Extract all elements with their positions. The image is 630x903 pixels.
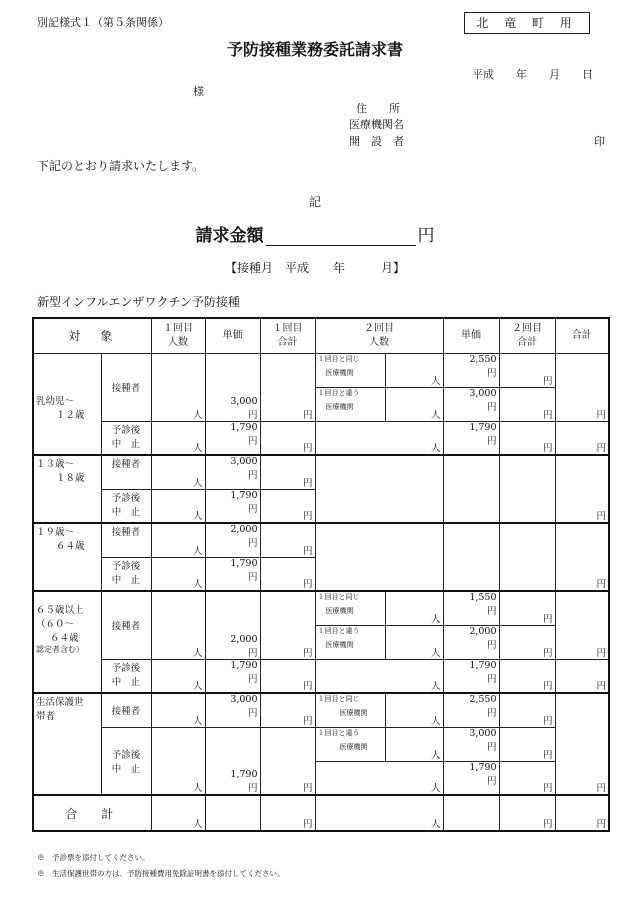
- blank-cell: [443, 455, 499, 523]
- first-total-cell[interactable]: 円: [260, 557, 315, 591]
- unit-price-cell: 2,000 円: [443, 625, 499, 659]
- blank-cell: [499, 455, 555, 523]
- second-total-sum[interactable]: 円: [499, 795, 555, 831]
- first-total-sum[interactable]: 円: [260, 795, 315, 831]
- unit-price-cell: 1,550 円: [443, 591, 499, 625]
- request-text: 下記のとおり請求いたします。: [37, 159, 205, 173]
- section-title: 新型インフルエンザワクチン予防接種: [37, 295, 240, 309]
- unit-price-cell: 3,000 円: [205, 455, 260, 489]
- col-unit-price-2: 単価: [443, 318, 499, 353]
- unit-price-cell: 1,790 円: [443, 659, 499, 693]
- ki-heading: 記: [308, 195, 321, 209]
- unit-price-cell: 1,790 円: [205, 421, 260, 455]
- col-total: 合計: [555, 318, 609, 353]
- document-title: 予防接種業務委託請求書: [226, 40, 403, 59]
- unit-price-cell: 3,000 円: [443, 387, 499, 421]
- date-line: 平成 年 月 日: [472, 68, 593, 81]
- first-total-cell[interactable]: 円: [260, 693, 315, 727]
- second-total-cell[interactable]: 円: [499, 693, 555, 727]
- unit-price-cell: 2,000 円: [205, 523, 260, 557]
- note-1: ※ 予診票を添付してください。: [37, 853, 150, 862]
- second-count-cell[interactable]: 人: [315, 421, 443, 455]
- second-count-cell[interactable]: 人: [385, 591, 443, 625]
- amount-yen: 円: [417, 226, 435, 246]
- second-count-cell[interactable]: 人: [315, 659, 443, 693]
- group-label-adult: １９歳～ ６４歳: [33, 523, 101, 591]
- total-label: 合 計: [33, 795, 151, 831]
- first-total-cell[interactable]: 円: [260, 659, 315, 693]
- unit-price-cell: 1,790 円: [205, 727, 260, 795]
- first-total-cell[interactable]: 円: [260, 455, 315, 489]
- first-count-cell[interactable]: 人: [151, 659, 205, 693]
- second-total-cell[interactable]: 円: [499, 659, 555, 693]
- same-institution-label: １回目と同じ 医療機関: [315, 591, 385, 625]
- table-row: [33, 455, 609, 489]
- town-box: 北 竜 町 用: [464, 12, 590, 34]
- first-count-cell[interactable]: 人: [151, 489, 205, 523]
- same-institution-label: １回目と同じ 医療機関: [315, 353, 385, 387]
- second-count-cell[interactable]: 人: [385, 693, 443, 727]
- total-row: [33, 795, 609, 831]
- unit-price-cell: 2,550 円: [443, 353, 499, 387]
- col-first-total: １回目 合計: [260, 318, 315, 353]
- unit-price-cell: 3,000 円: [205, 693, 260, 727]
- first-total-cell[interactable]: 円: [260, 591, 315, 659]
- col-unit-price: 単価: [205, 318, 260, 353]
- address-label: 住 所: [356, 102, 400, 115]
- unit-price-cell: 2,550 円: [443, 693, 499, 727]
- unit-price-cell: 2,000 円: [205, 591, 260, 659]
- form-id: 別記様式１（第５条関係）: [37, 16, 169, 29]
- blank-cell: [499, 523, 555, 591]
- diff-institution-label: １回目と違う 医療機関: [315, 727, 385, 761]
- vaccinee-label: 接種者: [101, 455, 151, 489]
- total-cell[interactable]: 円: [555, 421, 609, 455]
- note-2: ※ 生活保護世帯の方は、予防接種費用免除証明書を添付してください。: [37, 869, 285, 878]
- blank-cell: [443, 523, 499, 591]
- first-total-cell[interactable]: 円: [260, 353, 315, 421]
- total-cell[interactable]: 円: [555, 353, 609, 421]
- pre-exam-label: 予診後 中 止: [101, 557, 151, 591]
- col-target: 対 象: [33, 318, 151, 353]
- unit-price-cell: 3,000 円: [443, 727, 499, 761]
- blank-cell: [315, 523, 443, 591]
- second-count-cell[interactable]: 人: [315, 761, 443, 795]
- amount-label: 請求金額: [195, 226, 264, 246]
- total-cell[interactable]: 円: [555, 591, 609, 659]
- blank-cell: [443, 795, 499, 831]
- diff-institution-label: １回目と違う 医療機関: [315, 387, 385, 421]
- first-count-cell[interactable]: 人: [151, 557, 205, 591]
- unit-price-cell: 3,000 円: [205, 353, 260, 421]
- second-count-total[interactable]: 人: [315, 795, 443, 831]
- vaccinee-label: 接種者: [101, 693, 151, 727]
- second-total-cell[interactable]: 円: [499, 625, 555, 659]
- group-label-infant: 乳幼児～ １２歳: [33, 353, 101, 455]
- second-total-cell[interactable]: 円: [499, 421, 555, 455]
- first-count-cell[interactable]: 人: [151, 353, 205, 421]
- total-cell[interactable]: 円: [555, 659, 609, 693]
- col-second-total: ２回目 合計: [499, 318, 555, 353]
- first-count-cell[interactable]: 人: [151, 727, 205, 795]
- pre-exam-label: 予診後 中 止: [101, 421, 151, 455]
- blank-cell: [315, 455, 443, 523]
- second-count-cell[interactable]: 人: [385, 625, 443, 659]
- first-total-cell[interactable]: 円: [260, 421, 315, 455]
- first-count-total[interactable]: 人: [151, 795, 205, 831]
- total-cell[interactable]: 円: [555, 523, 609, 591]
- vaccinee-label: 接種者: [101, 523, 151, 557]
- col-first-count: １回目 人数: [151, 318, 205, 353]
- unit-price-cell: 1,790 円: [205, 557, 260, 591]
- first-count-cell[interactable]: 人: [151, 455, 205, 489]
- group-label-welfare: 生活保護世 帯者: [33, 693, 101, 795]
- first-count-cell[interactable]: 人: [151, 591, 205, 659]
- second-total-cell[interactable]: 円: [499, 591, 555, 625]
- second-total-cell[interactable]: 円: [499, 761, 555, 795]
- vaccinee-label: 接種者: [101, 353, 151, 421]
- first-count-cell[interactable]: 人: [151, 523, 205, 557]
- second-total-cell[interactable]: 円: [499, 353, 555, 387]
- diff-institution-label: １回目と違う 医療機関: [315, 625, 385, 659]
- first-total-cell[interactable]: 円: [260, 489, 315, 523]
- group-label-teen: １３歳～ １８歳: [33, 455, 101, 523]
- first-total-cell[interactable]: 円: [260, 727, 315, 795]
- second-count-cell[interactable]: 人: [385, 387, 443, 421]
- table-row: [33, 421, 609, 455]
- amount-blank[interactable]: [266, 229, 416, 246]
- table-row: [33, 693, 609, 727]
- founder-label: 開 設 者: [349, 135, 404, 148]
- billing-table: [32, 317, 610, 832]
- table-row: [33, 659, 609, 693]
- unit-price-cell: 1,790 円: [443, 761, 499, 795]
- unit-price-cell: 1,790 円: [205, 489, 260, 523]
- unit-price-cell: 1,790 円: [443, 421, 499, 455]
- addressee-suffix: 様: [193, 85, 204, 98]
- same-institution-label: １回目と同じ 医療機関: [315, 693, 385, 727]
- vaccinee-label: 接種者: [101, 591, 151, 659]
- second-count-cell[interactable]: 人: [385, 727, 443, 761]
- seal-mark: 印: [594, 135, 605, 148]
- total-cell[interactable]: 円: [555, 693, 609, 795]
- group-label-senior: ６５歳以上 （６０～ ６４歳 認定者含む）: [33, 591, 101, 693]
- second-total-cell[interactable]: 円: [499, 387, 555, 421]
- table-row: [33, 523, 609, 557]
- amount-line: [0, 221, 630, 246]
- pre-exam-label: 予診後 中 止: [101, 727, 151, 795]
- col-second-count: ２回目 人数: [315, 318, 443, 353]
- pre-exam-label: 予診後 中 止: [101, 659, 151, 693]
- first-count-cell[interactable]: 人: [151, 693, 205, 727]
- table-row: [33, 353, 609, 387]
- second-total-cell[interactable]: 円: [499, 727, 555, 761]
- grand-total[interactable]: 円: [555, 795, 609, 831]
- vaccination-month: 【接種月 平成 年 月】: [224, 261, 405, 275]
- header-row: [33, 318, 609, 353]
- table-row: [33, 727, 609, 761]
- first-count-cell[interactable]: 人: [151, 421, 205, 455]
- total-cell[interactable]: 円: [555, 455, 609, 523]
- first-total-cell[interactable]: 円: [260, 523, 315, 557]
- blank-cell: [205, 795, 260, 831]
- table-row: [33, 591, 609, 625]
- unit-price-cell: 1,790 円: [205, 659, 260, 693]
- institution-label: 医療機関名: [349, 118, 404, 131]
- pre-exam-label: 予診後 中 止: [101, 489, 151, 523]
- second-count-cell[interactable]: 人: [385, 353, 443, 387]
